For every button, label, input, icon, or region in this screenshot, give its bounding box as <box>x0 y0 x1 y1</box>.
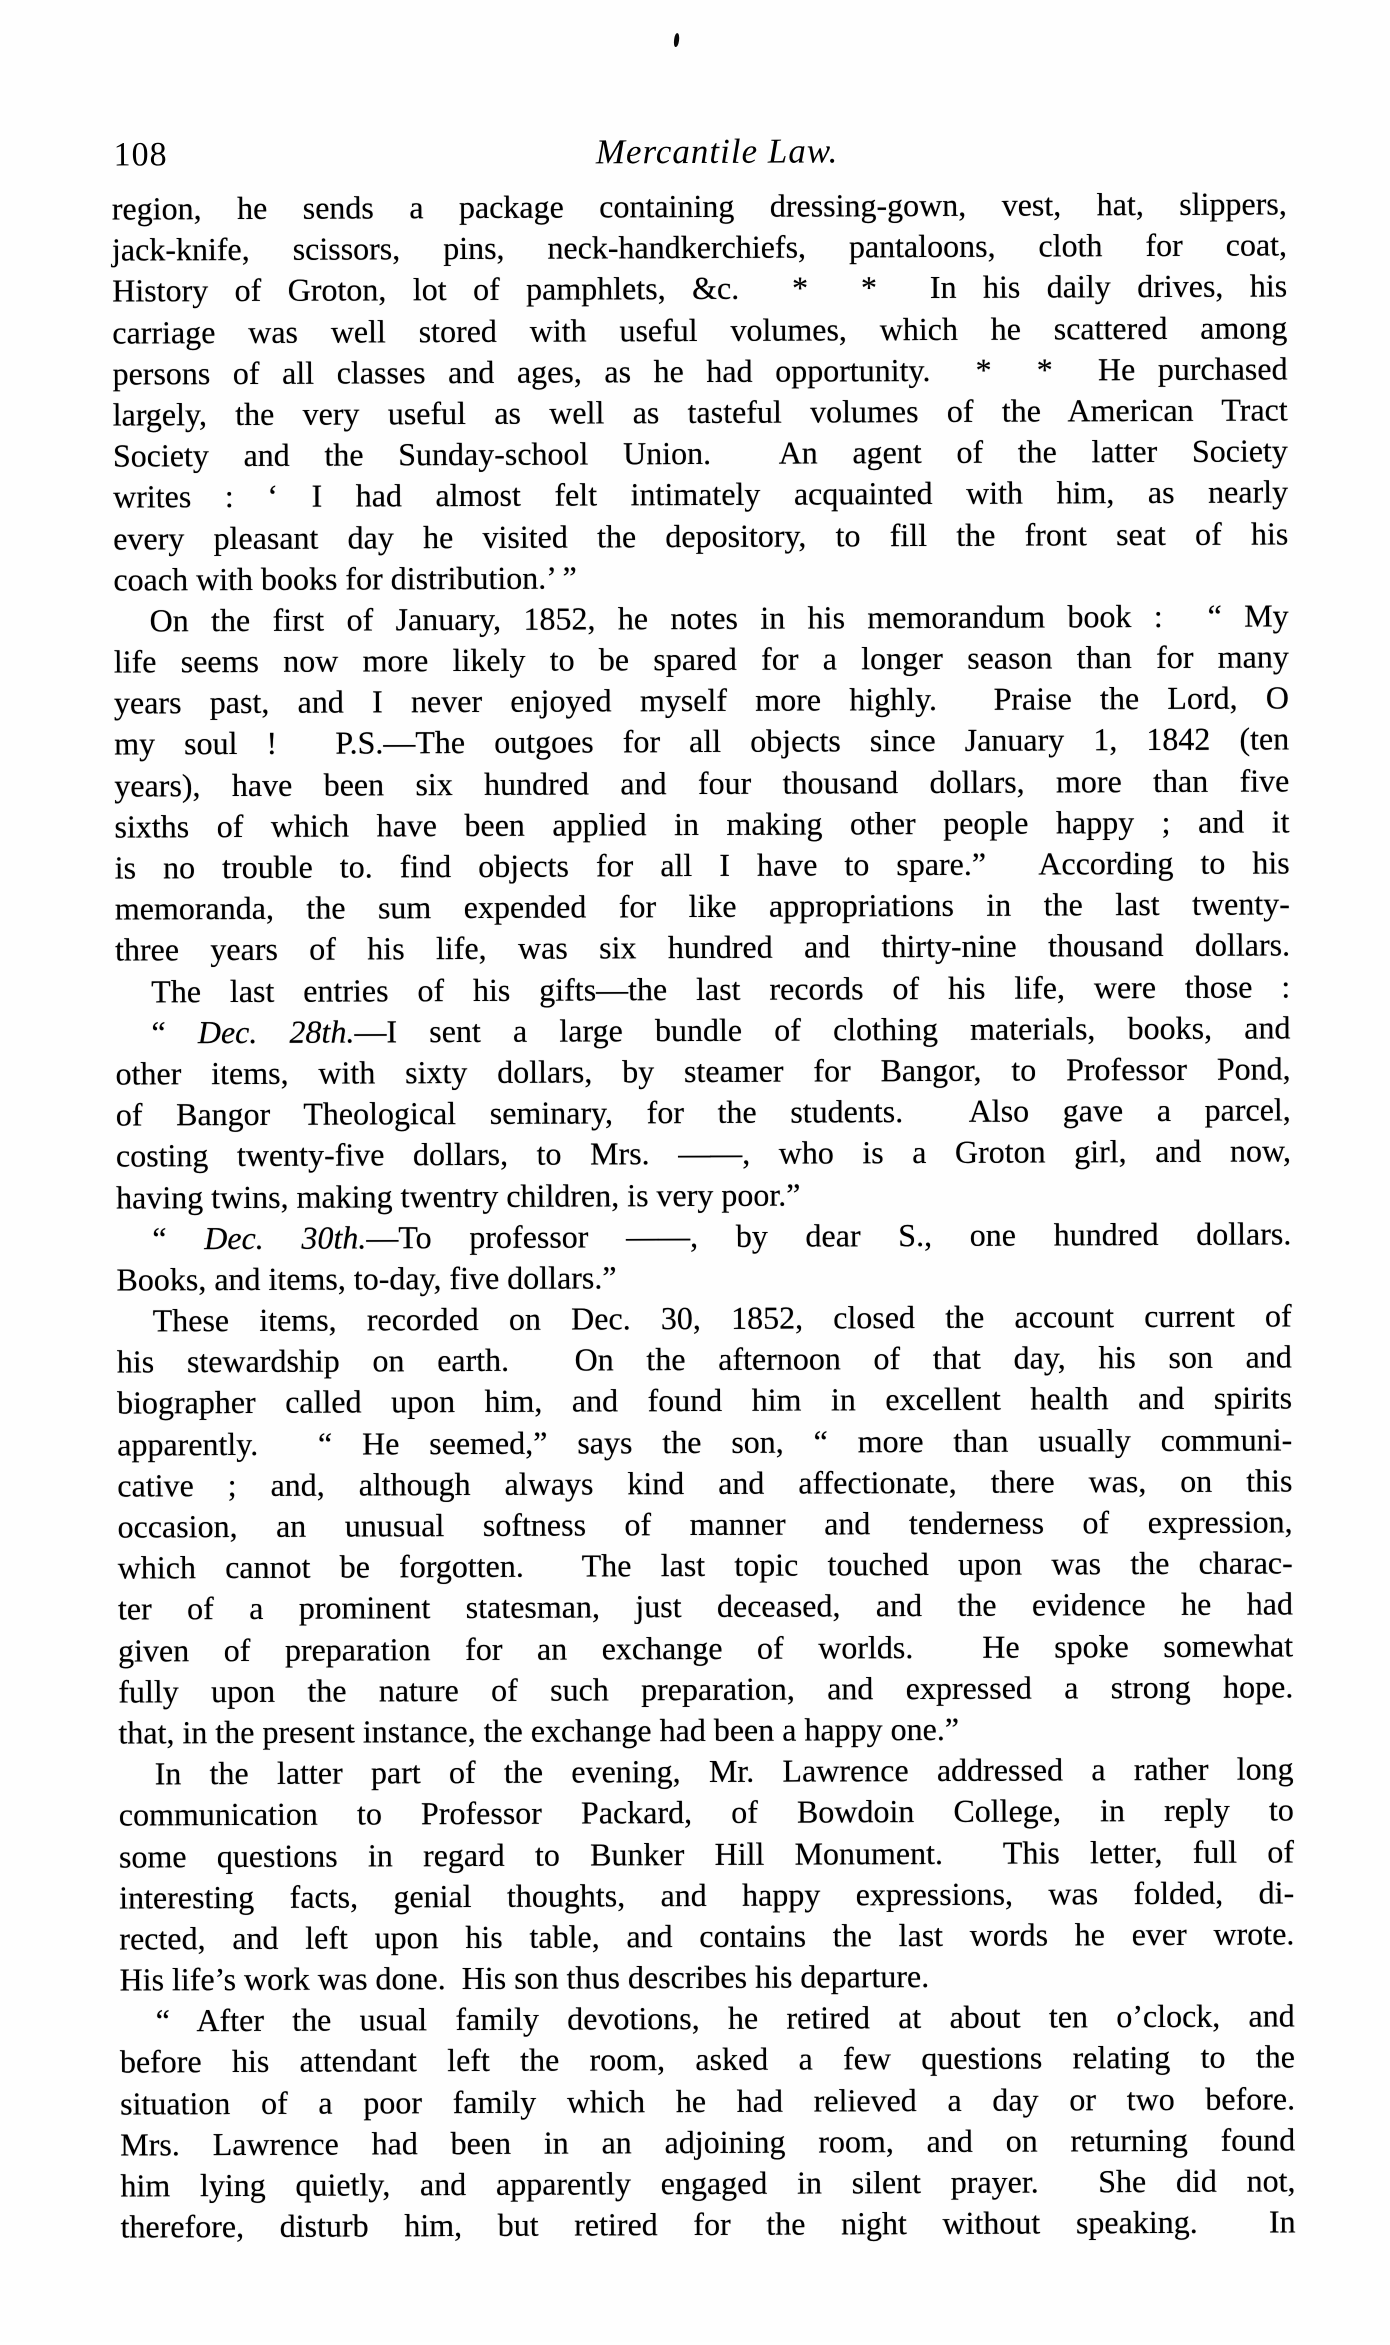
text-segment: given of preparation for an exchange of worlds. He spoke somewhat <box>118 1626 1294 1669</box>
page-title: Mercantile Law. <box>595 131 839 172</box>
text-segment: him lying quietly, and apparently engaged in silent prayer. She did not, <box>120 2162 1296 2204</box>
text-line <box>120 1996 1295 2042</box>
text-line <box>115 884 1290 930</box>
text-line <box>112 183 1287 229</box>
text-line <box>120 2037 1295 2083</box>
text-segment: History of Groton, lot of pamphlets, &c. * * In his daily drives, his <box>112 267 1288 309</box>
text-line <box>116 1172 1291 1218</box>
text-line <box>113 472 1288 518</box>
text-segment: other items, with sixty dollars, by steamer for Bangor, to Professor Pond, <box>115 1050 1291 1092</box>
text-line <box>118 1543 1293 1589</box>
text-line <box>115 925 1290 971</box>
text-segment: Society and the Sunday-school Union. An agent of the latter Society <box>112 432 1288 474</box>
text-line <box>113 389 1288 435</box>
text-segment: my soul ! P.S.—The outgoes for all objects since January 1, 1842 (ten <box>114 720 1290 762</box>
text-line <box>116 1131 1291 1177</box>
text-segment: region, he sends a package containing dressing-gown, vest, hat, slippers, <box>111 185 1287 227</box>
text-line <box>117 1378 1292 1424</box>
text-line <box>121 2202 1296 2248</box>
page-number: 108 <box>113 136 168 174</box>
text-segment: cative ; and, although always kind and affectionate, there was, on this <box>117 1462 1293 1504</box>
ink-speck <box>673 33 680 48</box>
text-line <box>115 842 1290 888</box>
text-segment: which cannot be forgotten. The last topic touched upon was the charac- <box>117 1544 1293 1586</box>
text-segment: ter of a prominent statesman, just deceased, and the evidence he had <box>117 1585 1293 1627</box>
text-segment: carriage was well stored with useful volumes, which he scattered among <box>112 308 1288 351</box>
text-line <box>117 1419 1292 1465</box>
text-line <box>113 513 1288 559</box>
text-segment: costing twenty-five dollars, to Mrs. ——, who is a Groton girl, and now, <box>115 1132 1292 1174</box>
text-line <box>119 1913 1294 1959</box>
text-segment: rected, and left upon his table, and contains the last words he ever wrote. <box>119 1915 1295 1957</box>
text-line <box>119 1831 1294 1877</box>
text-line <box>116 1048 1291 1094</box>
text-segment: Mrs. Lawrence had been in an adjoining room, and on returning found <box>120 2121 1296 2163</box>
text-segment: therefore, disturb him, but retired for the night without speaking. In <box>120 2203 1296 2245</box>
text-segment: his stewardship on earth. On the afternoon of that day, his son and <box>116 1338 1292 1380</box>
text-segment: occasion, an unusual softness of manner and tenderness of expression, <box>117 1503 1293 1545</box>
text-segment: “ <box>152 1219 205 1257</box>
text-line <box>113 554 1288 600</box>
text-segment: On the first of January, 1852, he notes in his memorandum book : “ My <box>149 597 1289 639</box>
text-segment: persons of all classes and ages, as he had opportunity. * * He purchased <box>112 350 1288 392</box>
text-line <box>114 636 1289 682</box>
text-line <box>120 2119 1295 2165</box>
text-segment: is no trouble to. find objects for all I have to spare.” According to his <box>114 844 1290 886</box>
text-line <box>117 1460 1292 1506</box>
text-segment: situation of a poor family which he had relieved a day or two before. <box>120 2080 1296 2122</box>
text-segment: The last entries of his gifts—the last records of his life, were those : <box>151 967 1291 1009</box>
text-line <box>117 1295 1292 1341</box>
text-segment: sixths of which have been applied in making other people happy ; and it <box>114 803 1290 845</box>
text-line <box>117 1501 1292 1547</box>
text-line <box>114 801 1289 847</box>
text-segment: before his attendant left the room, asked a few questions relating to the <box>119 2038 1295 2080</box>
italic-text-segment: Dec. 28th. <box>197 1013 355 1050</box>
text-line <box>119 1749 1294 1795</box>
text-line <box>115 966 1290 1012</box>
text-segment: His life’s work was done. His son thus describes his departure. <box>119 1958 930 1998</box>
text-segment: life seems now more likely to be spared for a longer season than for many <box>113 638 1289 680</box>
text-segment: biographer called upon him, and found him in excellent health and spirits <box>116 1379 1293 1421</box>
text-segment: every pleasant day he visited the depository, to fill the front seat of his <box>113 514 1289 557</box>
text-line <box>119 1790 1294 1836</box>
text-segment: years past, and I never enjoyed myself more highly. Praise the Lord, O <box>113 679 1290 721</box>
text-segment: —I sent a large bundle of clothing materials, books, and <box>354 1009 1291 1050</box>
text-line <box>119 1872 1294 1918</box>
text-line <box>114 760 1289 806</box>
text-line <box>118 1584 1293 1630</box>
italic-text-segment: Dec. 30th. <box>204 1219 367 1256</box>
text-segment: largely, the very useful as well as tasteful volumes of the American Tract <box>112 391 1288 433</box>
text-line <box>112 348 1287 394</box>
text-line <box>114 595 1289 641</box>
text-line <box>119 1954 1294 2000</box>
text-segment: three years of his life, was six hundred and thirty-nine thousand dollars. <box>114 926 1291 968</box>
text-line <box>112 307 1287 353</box>
text-line <box>116 1213 1291 1259</box>
text-line <box>113 431 1288 477</box>
text-segment: In the latter part of the evening, Mr. Lawrence addressed a rather long <box>154 1750 1294 1792</box>
text-line <box>116 1254 1291 1300</box>
text-segment: jack-knife, scissors, pins, neck-handkerchiefs, pantaloons, cloth for coat, <box>111 226 1288 268</box>
page-header <box>111 127 1286 176</box>
text-segment: “ After the usual family devotions, he retired at about ten o’clock, and <box>155 1997 1295 2039</box>
text-segment: having twins, making twentry children, is very poor.” <box>116 1176 801 1216</box>
text-segment: “ <box>151 1013 198 1051</box>
text-line <box>117 1337 1292 1383</box>
text-line <box>118 1625 1293 1671</box>
text-line <box>112 225 1287 271</box>
text-line <box>118 1666 1293 1712</box>
text-segment: some questions in regard to Bunker Hill Monument. This letter, full of <box>118 1832 1295 1875</box>
text-segment: apparently. “ He seemed,” says the son, “ more than usually communi- <box>117 1421 1293 1463</box>
text-line <box>114 719 1289 765</box>
text-segment: years), have been six hundred and four thousand dollars, more than five <box>114 762 1290 804</box>
text-segment: that, in the present instance, the exchange had been a happy one.” <box>118 1710 960 1751</box>
text-segment: fully upon the nature of such preparation, and expressed a strong hope. <box>118 1668 1294 1710</box>
text-line <box>114 678 1289 724</box>
text-segment: interesting facts, genial thoughts, and happy expressions, was folded, di- <box>119 1874 1295 1916</box>
text-line <box>118 1707 1293 1753</box>
text-body <box>112 183 1296 2247</box>
text-line <box>112 266 1287 312</box>
text-segment: These items, recorded on Dec. 30, 1852, closed the account current of <box>152 1297 1292 1339</box>
text-line <box>120 2160 1295 2206</box>
text-segment: communication to Professor Packard, of Bowdoin College, in reply to <box>118 1791 1294 1833</box>
text-segment: coach with books for distribution.’ ” <box>113 559 577 598</box>
text-segment: writes : ‘ I had almost felt intimately acquainted with him, as nearly <box>112 473 1289 515</box>
text-segment: —To professor ——, by dear S., one hundred dollars. <box>366 1215 1292 1256</box>
text-segment: Books, and items, to-day, five dollars.” <box>116 1259 617 1298</box>
text-line <box>115 1007 1290 1053</box>
text-segment: memoranda, the sum expended for like appropriations in the last twenty- <box>114 885 1290 927</box>
text-line <box>120 2078 1295 2124</box>
text-line <box>116 1090 1291 1136</box>
text-segment: of Bangor Theological seminary, for the students. Also gave a parcel, <box>115 1091 1291 1133</box>
